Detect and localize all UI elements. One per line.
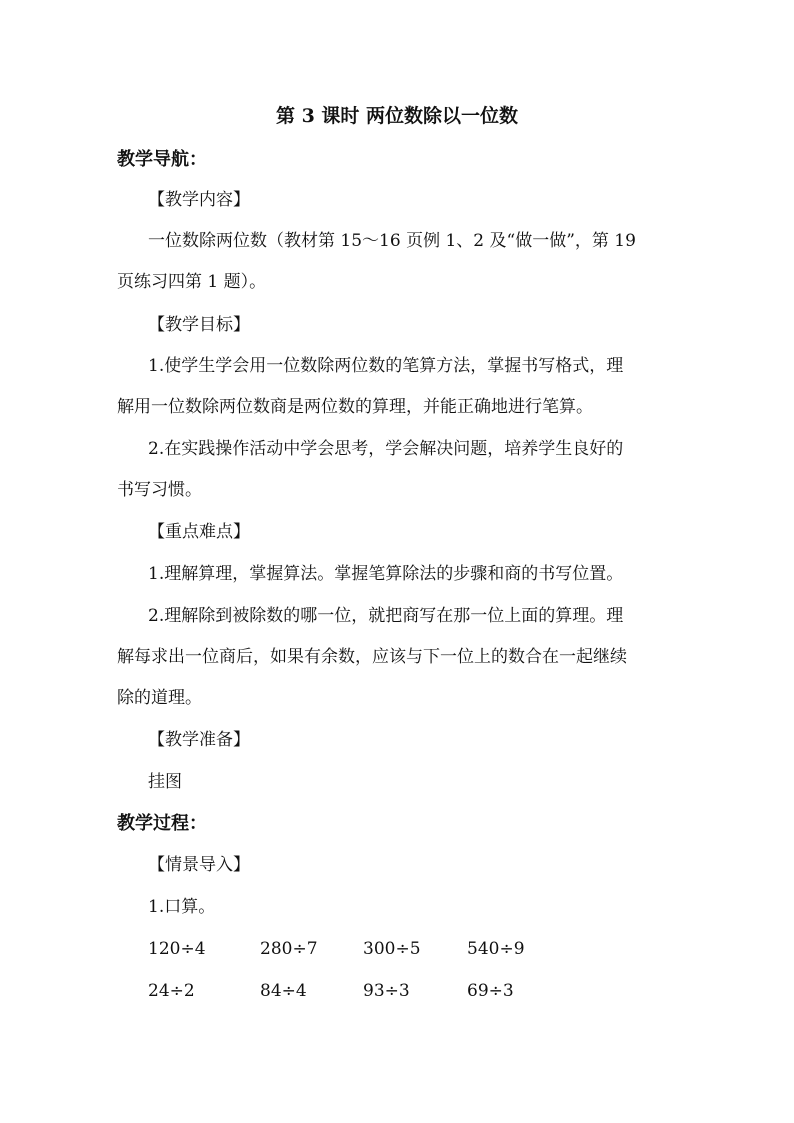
teaching-goal-label: 【教学目标】 [148, 315, 250, 335]
goal-2-line-2: 书写习惯。 [117, 480, 202, 500]
goal-1-line-1: 1.使学生学会用一位数除两位数的笔算方法，掌握书写格式，理 [148, 356, 624, 376]
page-title: 第 3 课时 两位数除以一位数 [275, 105, 519, 127]
scenario-intro-label: 【情景导入】 [148, 855, 250, 875]
key-point-2-line-3: 除的道理。 [117, 688, 202, 708]
oral-calc-item: 93÷3 [363, 981, 410, 1001]
teaching-process-heading: 教学过程： [117, 813, 207, 834]
oral-calc-item: 69÷3 [467, 981, 514, 1001]
teaching-content-text-line-2: 页练习四第 1 题）。 [117, 272, 267, 292]
oral-calc-item: 540÷9 [467, 939, 525, 959]
key-difficulty-label: 【重点难点】 [148, 522, 250, 542]
teaching-content-text-line-1: 一位数除两位数（教材第 15～16 页例 1、2 及“做一做”，第 19 [148, 231, 636, 251]
teaching-nav-heading: 教学导航： [117, 149, 207, 170]
oral-calc-item: 280÷7 [260, 939, 318, 959]
key-point-1: 1.理解算理，掌握算法。掌握笔算除法的步骤和商的书写位置。 [148, 564, 624, 584]
teaching-prep-text: 挂图 [148, 772, 182, 792]
key-point-2-line-2: 解每求出一位商后，如果有余数，应该与下一位上的数合在一起继续 [117, 647, 627, 667]
goal-2-line-1: 2.在实践操作活动中学会思考，学会解决问题，培养学生良好的 [148, 439, 624, 459]
key-point-2-line-1: 2.理解除到被除数的哪一位，就把商写在那一位上面的算理。理 [148, 606, 624, 626]
teaching-prep-label: 【教学准备】 [148, 730, 250, 750]
oral-calc-label: 1.口算。 [148, 897, 216, 917]
oral-calc-item: 24÷2 [148, 981, 195, 1001]
oral-calc-item: 120÷4 [148, 939, 206, 959]
oral-calc-item: 300÷5 [363, 939, 421, 959]
oral-calc-item: 84÷4 [260, 981, 307, 1001]
teaching-content-label: 【教学内容】 [148, 190, 250, 210]
goal-1-line-2: 解用一位数除两位数商是两位数的算理，并能正确地进行笔算。 [117, 397, 593, 417]
